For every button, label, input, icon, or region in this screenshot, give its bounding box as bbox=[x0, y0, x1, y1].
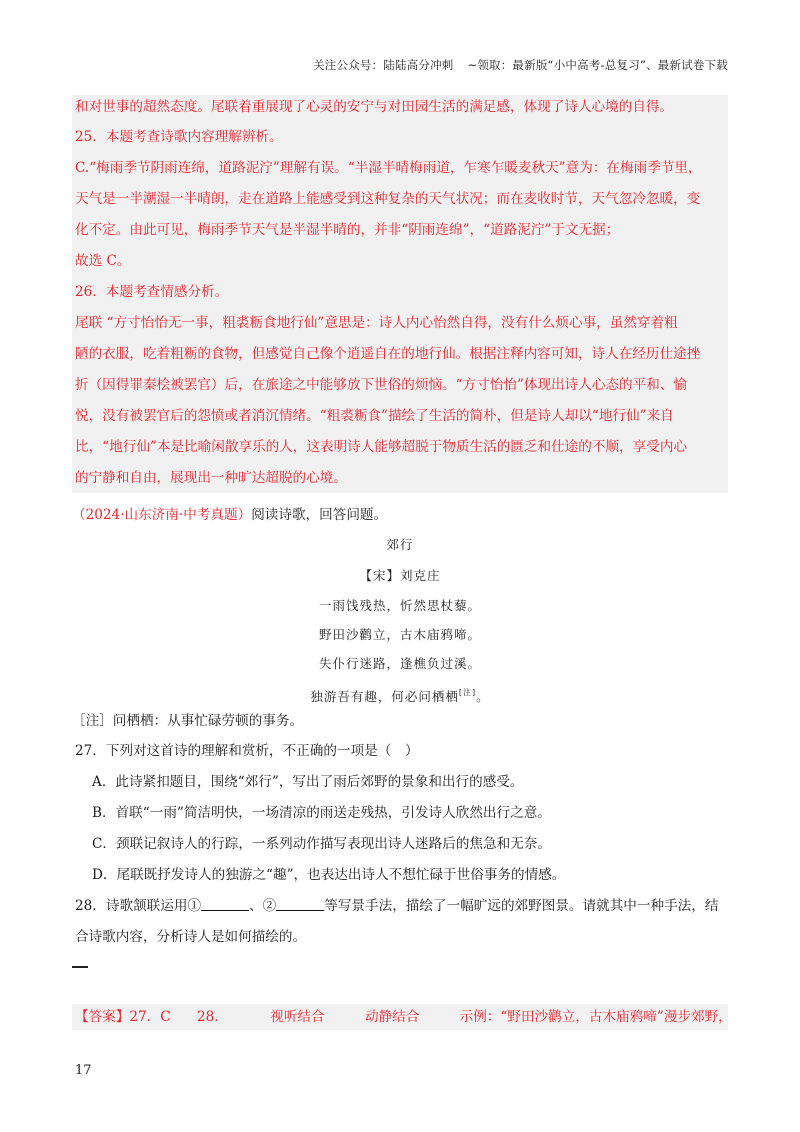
poem-title: 郊行 bbox=[386, 537, 414, 552]
question-28-text: 等写景手法，描绘了一幅旷远的郊野图景。请就其中一种手法，结 bbox=[324, 898, 719, 914]
answer-q28-number: 28． bbox=[197, 1009, 228, 1025]
explanation-line: 化不定。由此可见，梅雨季节天气是半湿半晴的，并非“阴雨连绵”，“道路泥泞”于文无据； bbox=[75, 222, 620, 238]
answer-line bbox=[75, 1008, 732, 1026]
answer-blank-2[interactable] bbox=[276, 898, 324, 911]
question-27-option-c: C．颈联记叙诗人的行踪，一系列动作描写表现出诗人迷路后的焦急和无奈。 bbox=[92, 836, 551, 852]
question-27-option-d: D．尾联既抒发诗人的独游之“趣”，也表达出诗人不想忙碌于世俗事务的情感。 bbox=[92, 867, 566, 883]
answer-example: 示例：“野田沙鹳立，古木庙鸦啼”漫步郊野， bbox=[459, 1009, 732, 1025]
explanation-line: C.“梅雨季节阴雨连绵，道路泥泞”理解有误。“半湿半晴梅雨道，乍寒乍暖麦秋天”意为：在梅雨季节里， bbox=[75, 160, 702, 176]
poem-note: ［注］问栖栖：从事忙碌劳顿的事务。 bbox=[72, 713, 304, 729]
answer-blank-1[interactable] bbox=[201, 898, 249, 911]
question-28-sep: 、② bbox=[249, 898, 277, 914]
explanation-line: 陋的衣服，吃着粗粝的食物，但感觉自己像个逍遥自在的地行仙。根据注释内容可知，诗人在经历仕途挫 bbox=[75, 346, 701, 362]
explanation-line: 故选 C。 bbox=[75, 253, 131, 269]
header-download-notice: ~领取：最新版“小中高考-总复习”、最新试卷下载 bbox=[467, 58, 728, 72]
explanation-line: 尾联 “方寸怡怡无一事，粗裘粝食地行仙”意思是：诗人内心怡然自得，没有什么烦心事，虽然穿着粗 bbox=[75, 315, 678, 331]
explanation-line: 悦，没有被罢官后的怨愤或者消沉情绪。“粗裘粝食”描绘了生活的简朴，但是诗人却以“地行仙”来自 bbox=[75, 408, 674, 424]
explanation-line: 26．本题考查情感分析。 bbox=[75, 284, 229, 300]
question-instruction: 阅读诗歌，回答问题。 bbox=[251, 507, 388, 523]
page-header bbox=[313, 57, 728, 73]
page-number: 17 bbox=[75, 1063, 92, 1078]
explanation-line: 和对世事的超然态度。尾联着重展现了心灵的安宁与对田园生活的满足感，体现了诗人心境的自得。 bbox=[75, 99, 674, 115]
poem-line-text: 独游吾有趣，何必问栖栖 bbox=[310, 689, 459, 704]
explanation-line: 的宁静和自由，展现出一种旷达超脱的心境。 bbox=[75, 470, 347, 486]
poem-line: 失仆行迷路，逢樵负过溪。 bbox=[318, 656, 481, 671]
note-marker: [注] bbox=[458, 688, 477, 697]
question-27-stem: 27．下列对这首诗的理解和赏析，不正确的一项是（ ） bbox=[75, 743, 419, 759]
answer-label: 【答案】27．C bbox=[75, 1009, 171, 1025]
explanation-line: 25．本题考查诗歌内容理解辨析。 bbox=[75, 129, 283, 145]
question-28-text: 28．诗歌颔联运用① bbox=[75, 898, 202, 914]
header-wechat-account: 关注公众号：陆陆高分冲刺 bbox=[313, 58, 454, 72]
question-28-line2: 合诗歌内容，分析诗人是如何描绘的。 bbox=[75, 929, 307, 945]
poem-line: 野田沙鹳立，古木庙鸦啼。 bbox=[318, 627, 481, 642]
answer-blank-2-value: 动静结合 bbox=[364, 1009, 420, 1025]
question-intro bbox=[72, 506, 387, 524]
answer-line-dash bbox=[72, 966, 88, 968]
poem-line: 一雨饯残热，忻然思杖藜。 bbox=[318, 598, 481, 613]
poem-author: 【宋】刘克庄 bbox=[359, 568, 441, 583]
poem-line-last bbox=[0, 684, 800, 706]
answer-blank-1-value: 视听结合 bbox=[270, 1009, 325, 1025]
explanation-line: 比，“地行仙”本是比喻闲散享乐的人，这表明诗人能够超脱于物质生活的匮乏和仕途的不顺，享受内心 bbox=[75, 439, 688, 455]
explanation-line: 折（因得罪秦桧被罢官）后，在旅途之中能够放下世俗的烦恼。“方寸怡怡”体现出诗人心态的平和、愉 bbox=[75, 377, 688, 393]
answer-bar bbox=[72, 1004, 732, 1030]
question-27-option-a: A．此诗紧扣题目，围绕“郊行”，写出了雨后郊野的景象和出行的感受。 bbox=[92, 774, 524, 790]
poem-line-punct: 。 bbox=[476, 689, 490, 704]
question-27-option-b: B．首联“一雨”简洁明快，一场清凉的雨送走残热，引发诗人欣然出行之意。 bbox=[92, 805, 551, 821]
question-source: （2024·山东济南·中考真题） bbox=[72, 507, 252, 523]
question-28-stem bbox=[75, 897, 718, 915]
explanation-line: 天气是一半潮湿一半晴朗，走在道路上能感受到这种复杂的天气状况；而在麦收时节，天气忽冷忽暖，变 bbox=[75, 191, 701, 207]
